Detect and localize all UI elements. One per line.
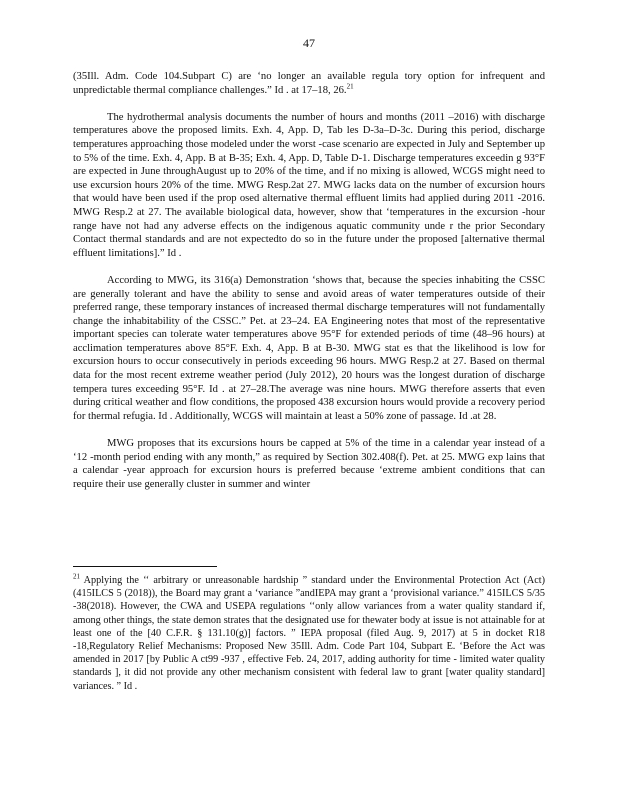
footnote-text: Applying the ‘‘ arbitrary or unreasonable hardship ” standard under the Environmental Protection Act (Act) (415ILCS 5 (2018)), the Board may grant a ‘variance ”andIEPA may grant a ‘provisional variance.” 415ILCS 5/35 -38(2018). However, the CWA and USEPA regulations ‘‘only allow variances from a water quality standard if, among other things, the state demon strates that the designated use for thewater body at issue is not attainable for at least one of the [40 C.F.R. § 131.10(g)] factors. ” IEPA proposal (filed Aug. 9, 2017) at 5 in docket R18 -18,Regulatory Relief Mechanisms: Proposed New 35Ill. Adm. Code Part 104, Subpart E. ‘Before the Act was amended in 2017 [by Public A ct99 -937 , effective Feb. 24, 2017, adding authority for time - limited water quality standards ], it did not provide any other mechanism consistent with federal law to grant [water quality standard] variances. ” Id .: [73, 575, 546, 692]
footnote-divider: [73, 566, 217, 567]
footnote-section: [73, 574, 545, 693]
footnote-number: 21: [73, 572, 80, 581]
paragraph-text: According to MWG, its 316(a) Demonstration ‘shows that, because the species inhabiting the CSSC are generally tolerant and have the ability to sense and avoid areas of water temperatures outside of their preferred range, these temporary instances of increased thermal discharge temperatures will not fundamentally change the inhabitability of the CSSC.” Pet. at 23–24. EA Engineering notes that most of the representative important species can tolerate water temperatures above 95°F for extended periods of time (48–96 hours) at acclimation temperatures above 85°F. Exh. 4, App. B at B-30. MWG stat es that the likelihood is low for excursion hours to occur consecutively in periods exceeding 96 hours. MWG Resp.2 at 27. Based on thermal data for the most recent extreme weather period (July 2012), 20 hours was the longest duration of discharge tempera tures exceeding 95°F. Id . at 27–28.The average was nine hours. MWG therefore asserts that even during critical weather and flow conditions, the proposed 438 excursion hours would provide a recovery period for thermal refugia. Id . Additionally, WCGS will maintain at least a 50% zone of passage. Id .at 28.: [73, 274, 545, 422]
paragraph-text: MWG proposes that its excursions hours be capped at 5% of the time in a calendar year instead of a ‘12 -month period ending with any month,” as required by Section 302.408(f). Pet. at 25. MWG exp lains that a calendar -year approach for excursion hours is preferred because ‘extreme ambient conditions that can require their use generally cluster in summer and winter: [73, 438, 545, 490]
footnote-21: [73, 574, 545, 693]
paragraph-text: (35Ill. Adm. Code 104.Subpart C) are ‘no longer an available regula tory option for infrequent and unpredictable thermal compliance challenges.” Id . at 17–18, 26.: [73, 71, 545, 96]
paragraph-3: [73, 274, 545, 424]
paragraph-text: The hydrothermal analysis documents the number of hours and months (2011 –2016) with discharge temperatures above the proposed limits. Exh. 4, App. D, Tab les D-3a–D-3c. During this period, discharge temperatures approaching those modeled under the worst -case scenario are expected in July and September up to 5% of the time. Exh. 4, App. B at B-35; Exh. 4, App. D, Table D-1. Discharge temperatures exceedin g 93°F are expected in June throughAugust up to 20% of the time, and if no mixing is allowed, WCGS might need to use excursion hours 20% of the time. MWG Resp.2at 27. MWG lacks data on the number of excursion hours that would have been used if the prop osed alternative thermal effluent limits had applied during 2011 -2016. MWG Resp.2 at 27. The available biological data, however, show that ‘temperatures in the excursion -hour range have not had any adverse effects on the indigenous aquatic community unde r the prior Secondary Contact thermal standards and are not expectedto do so in the future under the proposed [alternative thermal effluent limitations].” Id .: [73, 111, 545, 259]
footnote-reference: 21: [346, 82, 354, 91]
page-number: 47: [303, 36, 315, 50]
paragraph-1: [73, 70, 545, 97]
body-text: [73, 70, 545, 491]
paragraph-4: [73, 437, 545, 491]
paragraph-2: [73, 111, 545, 261]
